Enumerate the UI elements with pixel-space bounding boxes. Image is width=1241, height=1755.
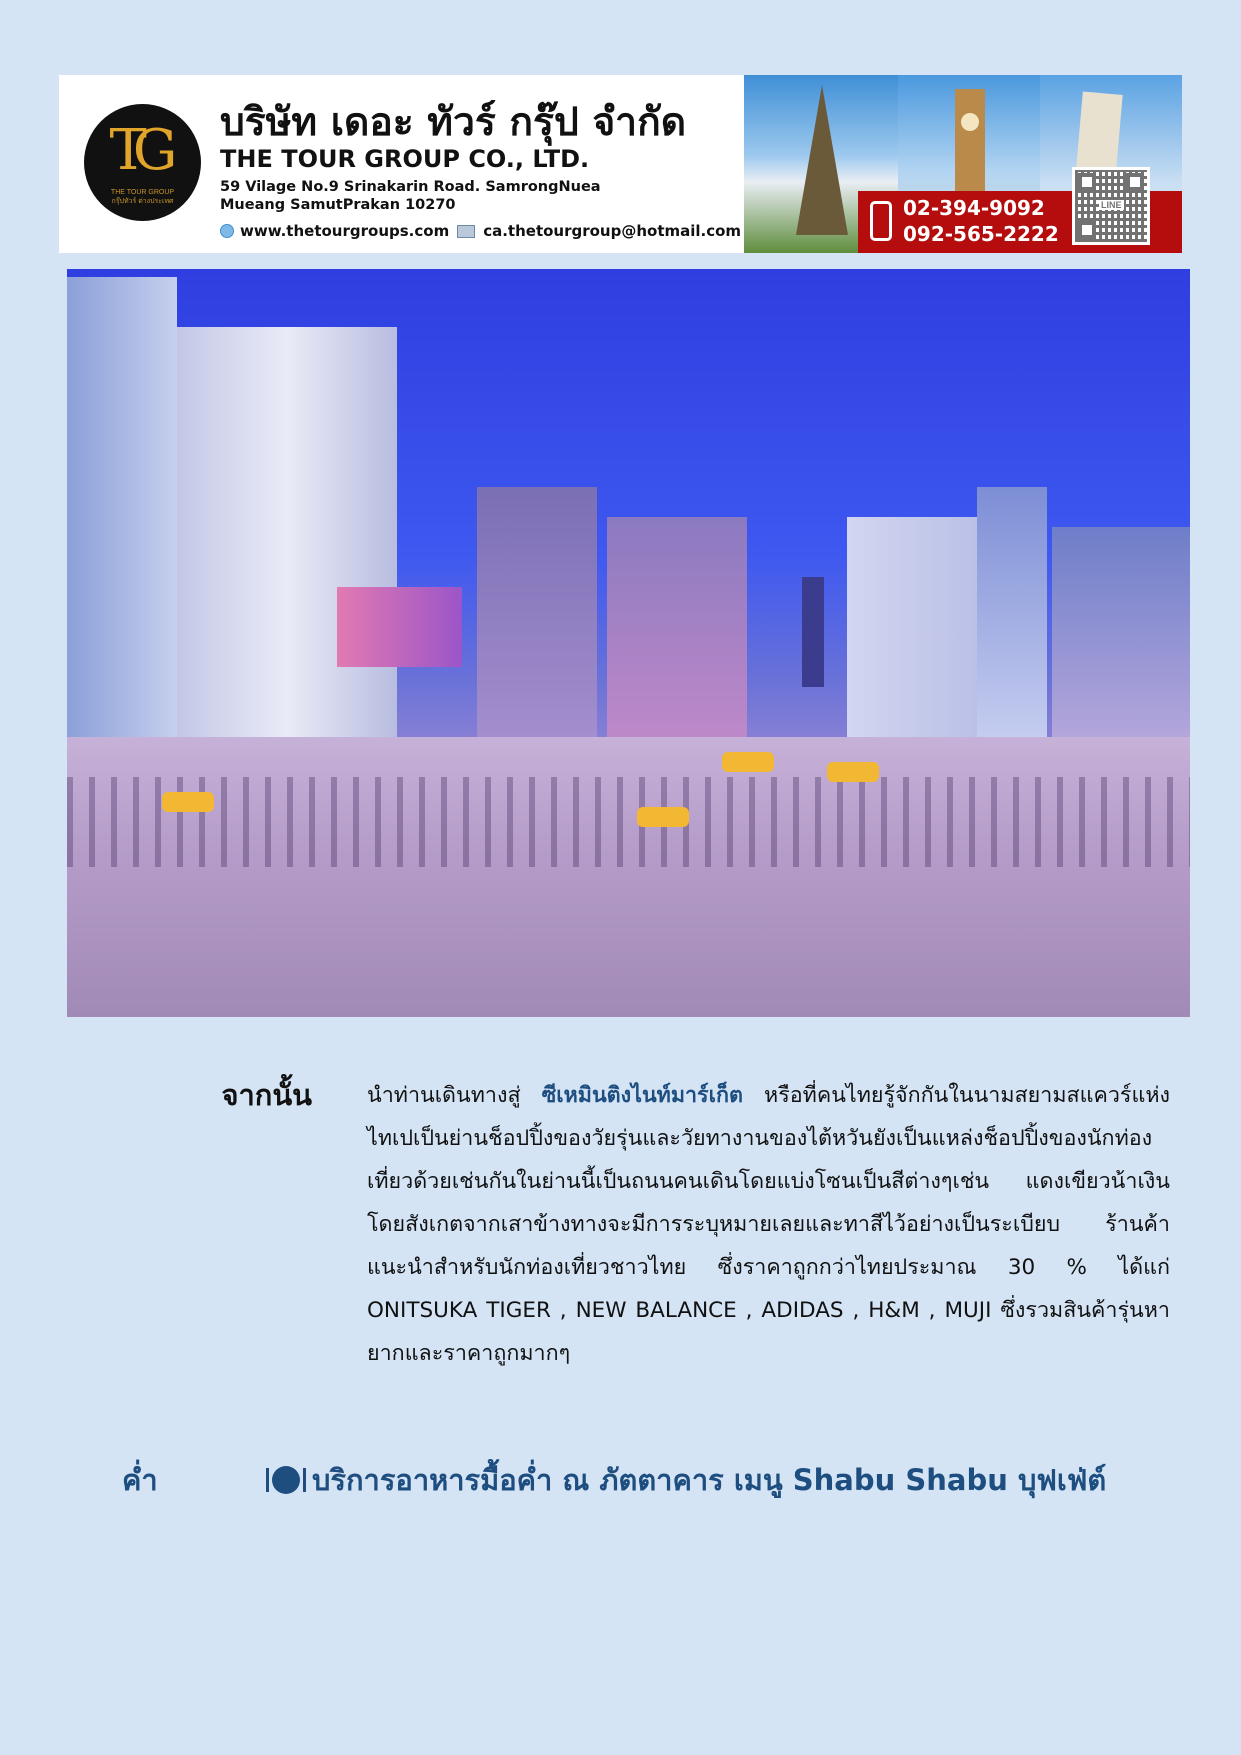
para-body: หรือที่คนไทยรู้จักกันในนามสยามสแควร์แห่งไทเปเป็นย่านช็อปปิ้งของวัยรุ่นและวัยทางานของไต้หวันยังเป็นแหล่งช็อปปิ้งของนักท่องเที่ยวด้วยเช่นกันในย่านนี้เป็นถนนคนเดินโดยแบ่งโซนเป็นสีต่างๆเช่น แดงเขียวน้าเงิน โดยสังเกตจากเสาข้างทางจะมีการระบุหมายเลยและทาสีไว้อย่างเป็นระเบียบ ร้านค้าแนะนำสำหรับนักท่องเที่ยวชาวไทย ซึ่งราคาถูกกว่าไทยประมาณ 30 % ได้แก่ ONITSUKA TIGER , NEW BALANCE , ADIDAS , H&M , MUJI ซึ่งรวมสินค้ารุ่นหายากและราคาถูกมากๆ <box>367 1083 1170 1366</box>
phone-icon <box>870 201 892 241</box>
taxi <box>162 792 214 812</box>
dinner-text: บริการอาหารมื้อค่ำ ณ ภัตตาคาร เมนู Shabu Shabu บุฟเฟ่ต์ <box>312 1463 1107 1497</box>
mail-icon <box>457 225 475 238</box>
phone-number-1[interactable]: 02-394-9092 <box>903 196 1045 220</box>
contact-line <box>220 222 741 240</box>
logo-letters: TG <box>109 118 164 183</box>
hm-building <box>177 327 397 747</box>
company-name-english: THE TOUR GROUP CO., LTD. <box>220 145 590 173</box>
email-link[interactable]: ca.thetourgroup@hotmail.com <box>483 222 742 240</box>
taxi <box>827 762 879 782</box>
dinner-line <box>272 1457 1106 1503</box>
website-link[interactable]: www.thetourgroups.com <box>240 222 450 240</box>
address-line-1: 59 Vilage No.9 Srinakarin Road. SamrongNuea <box>220 179 601 195</box>
itinerary-description <box>367 1074 1170 1375</box>
company-name-thai: บริษัท เดอะ ทัวร์ กรุ๊ป จำกัด <box>220 100 687 145</box>
company-banner <box>59 75 1182 253</box>
taxi <box>637 807 689 827</box>
taxi <box>722 752 774 772</box>
logo-caption-line1: THE TOUR GROUP <box>110 189 175 196</box>
address-line-2: Mueang SamutPrakan 10270 <box>220 197 456 213</box>
company-logo <box>84 104 201 221</box>
crowd <box>67 777 1190 867</box>
para-prefix: นำท่านเดินทางสู่ <box>367 1083 542 1108</box>
landmark-photos <box>744 75 1182 253</box>
dinner-label: ค่ำ <box>122 1463 158 1497</box>
ximending-highlight: ซีเหมินติงไนท์มาร์เก็ต <box>541 1083 743 1108</box>
logo-caption <box>84 188 201 206</box>
company-info-panel <box>59 75 744 253</box>
qr-label: LINE <box>1101 200 1122 210</box>
phone-number-2[interactable]: 092-565-2222 <box>903 222 1059 246</box>
line-qr-code <box>1072 167 1150 245</box>
ximending-night-photo <box>67 269 1190 1017</box>
plate-icon <box>272 1466 300 1494</box>
logo-caption-line2: กรุ๊ปทัวร์ ต่างประเทศ <box>111 198 174 205</box>
globe-icon <box>220 224 234 238</box>
then-label: จากนั้น <box>221 1078 312 1112</box>
